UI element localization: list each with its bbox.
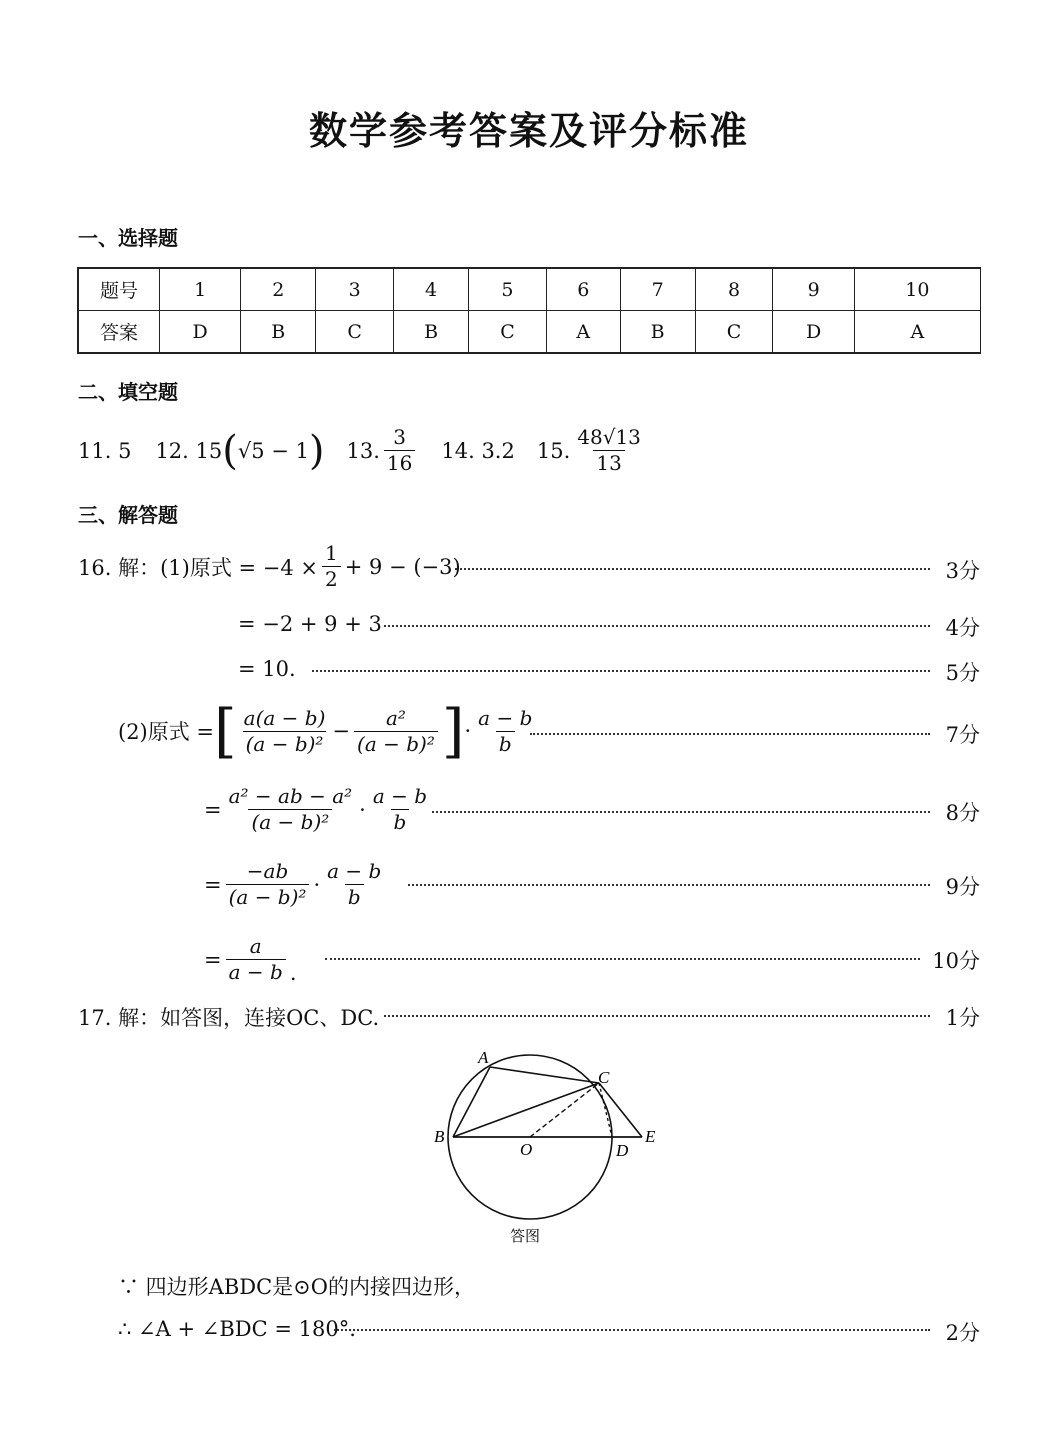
choice-answer-table [77, 267, 981, 354]
table-cell: C [695, 311, 773, 354]
fraction [324, 859, 384, 910]
q16-step-3 [204, 859, 388, 910]
segment-ce [599, 1083, 642, 1137]
fraction [370, 784, 430, 835]
table-cell: 4 [394, 268, 469, 311]
denominator: b [345, 884, 364, 910]
leader-dots [432, 811, 930, 813]
numerator: a(a − b) [243, 705, 326, 730]
score-label: 8分 [945, 801, 980, 825]
bracket-right: ] [441, 697, 465, 765]
label-a: A [478, 1048, 489, 1067]
q16-line-3: = 10. [238, 657, 296, 681]
table-cell: C [469, 311, 547, 354]
table-cell: 6 [546, 268, 620, 311]
leader-dots [384, 625, 930, 627]
q16-step-4 [204, 934, 297, 985]
dot-operator: · [313, 872, 321, 897]
dot-operator: · [464, 719, 472, 743]
leader-dots [312, 670, 930, 672]
denominator: 2 [322, 566, 341, 592]
fill-answer-14: 14. 3.2 [441, 438, 515, 463]
denominator: a − b [226, 959, 286, 985]
q17-line-2: ∵ 四边形ABDC是⊙O的内接四边形， [118, 1275, 475, 1299]
dot-operator: · [359, 797, 366, 822]
score-label: 10分 [932, 949, 980, 973]
q16-line-2: = −2 + 9 + 3 [238, 612, 382, 636]
numerator: a [249, 934, 262, 958]
numerator: a − b [478, 705, 533, 730]
numerator: a − b [327, 859, 382, 883]
leader-dots [408, 884, 930, 886]
table-cell: A [546, 311, 620, 354]
score-label: 7分 [945, 723, 980, 747]
denominator: (a − b)² [243, 731, 327, 757]
table-cell: 8 [695, 268, 773, 311]
bracket-left: [ [214, 697, 237, 765]
table-cell: D [160, 311, 241, 354]
fraction [574, 425, 644, 476]
table-row-answers [78, 311, 981, 354]
numerator: a² − ab − a² [228, 784, 353, 808]
fill-answer-11: 11. 5 [78, 438, 132, 463]
fill-answer-12-prefix: 12. 15 [155, 438, 223, 463]
fill-answer-13-prefix: 13. [346, 438, 380, 463]
table-cell: 7 [620, 268, 695, 311]
fill-answers [78, 425, 648, 476]
denominator: 16 [384, 450, 415, 476]
section-heading-choice: 一、选择题 [78, 226, 178, 250]
leader-dots [455, 568, 930, 570]
fraction [226, 934, 286, 985]
table-cell: 1 [160, 268, 241, 311]
denominator: (a − b)² [248, 809, 332, 835]
score-label: 2分 [945, 1321, 980, 1345]
fraction [241, 706, 329, 757]
denominator: (a − b)² [226, 884, 310, 910]
leader-dots [384, 1015, 930, 1017]
fill-answer-15-prefix: 15. [536, 438, 571, 463]
equals-sign: = [204, 797, 222, 822]
fill-answer-12-inner: √5 − 1 [237, 438, 309, 463]
minus-sign: − [332, 719, 351, 743]
label-d: D [616, 1141, 629, 1160]
label-b: B [434, 1127, 445, 1146]
table-cell: A [854, 311, 980, 354]
denominator: 13 [593, 450, 624, 476]
table-cell: B [620, 311, 695, 354]
q16-l1-suffix: + 9 − (−3) [344, 554, 461, 579]
paren-right: ) [308, 427, 325, 474]
segment-ab [453, 1067, 490, 1137]
leader-dots [325, 958, 920, 960]
figure-caption: 答图 [510, 1227, 541, 1245]
fraction [475, 706, 535, 757]
q16-p2-prefix: (2)原式 = [118, 720, 215, 744]
label-o: O [520, 1140, 533, 1159]
period: . [289, 961, 297, 985]
geometry-figure [420, 1045, 670, 1250]
page-title: 数学参考答案及评分标准 [308, 109, 749, 153]
numerator: −ab [246, 859, 289, 883]
label-c: C [598, 1068, 610, 1087]
table-cell: B [241, 311, 316, 354]
equals-sign: = [204, 872, 222, 897]
fraction [226, 784, 356, 835]
denominator: (a − b)² [354, 731, 438, 757]
table-cell: C [316, 311, 394, 354]
score-label: 4分 [945, 616, 980, 640]
segment-bc [453, 1083, 599, 1137]
q16-part-2 [118, 697, 539, 765]
q17-line-3: ∴ ∠A + ∠BDC = 180°. [118, 1317, 356, 1341]
fraction [322, 541, 341, 592]
segment-oc [530, 1083, 599, 1137]
table-cell: 3 [316, 268, 394, 311]
score-label: 9分 [945, 875, 980, 899]
fraction [226, 859, 310, 910]
section-heading-fill: 二、填空题 [78, 380, 178, 404]
numerator: a² [385, 705, 406, 730]
table-cell: B [394, 311, 469, 354]
equals-sign: = [204, 947, 222, 972]
score-label: 1分 [945, 1006, 980, 1030]
q16-l1-prefix: 16. 解：(1)原式 = −4 × [78, 555, 318, 580]
denominator: b [391, 809, 410, 835]
numerator: a − b [372, 784, 428, 808]
table-row-numbers [78, 268, 981, 311]
table-cell: 2 [241, 268, 316, 311]
numerator: 1 [325, 541, 338, 565]
numerator: 48√13 [577, 425, 641, 449]
q16-line-1 [78, 541, 461, 592]
denominator: b [496, 731, 515, 757]
leader-dots [530, 733, 930, 735]
fraction [384, 425, 415, 476]
table-header-answer: 答案 [78, 311, 160, 354]
q16-step-2 [204, 784, 434, 835]
q17-line-1: 17. 解：如答图，连接OC、DC. [78, 1006, 380, 1030]
fraction [354, 706, 438, 757]
numerator: 3 [393, 425, 407, 449]
table-cell: 5 [469, 268, 547, 311]
leader-dots [334, 1329, 930, 1331]
score-label: 5分 [945, 661, 980, 685]
score-label: 3分 [945, 559, 980, 583]
label-e: E [645, 1127, 656, 1146]
paren-left: ( [222, 427, 238, 474]
table-cell: 10 [854, 268, 980, 311]
table-cell: D [773, 311, 854, 354]
section-heading-solve: 三、解答题 [78, 503, 178, 527]
table-header-number: 题号 [78, 268, 160, 311]
table-cell: 9 [773, 268, 854, 311]
